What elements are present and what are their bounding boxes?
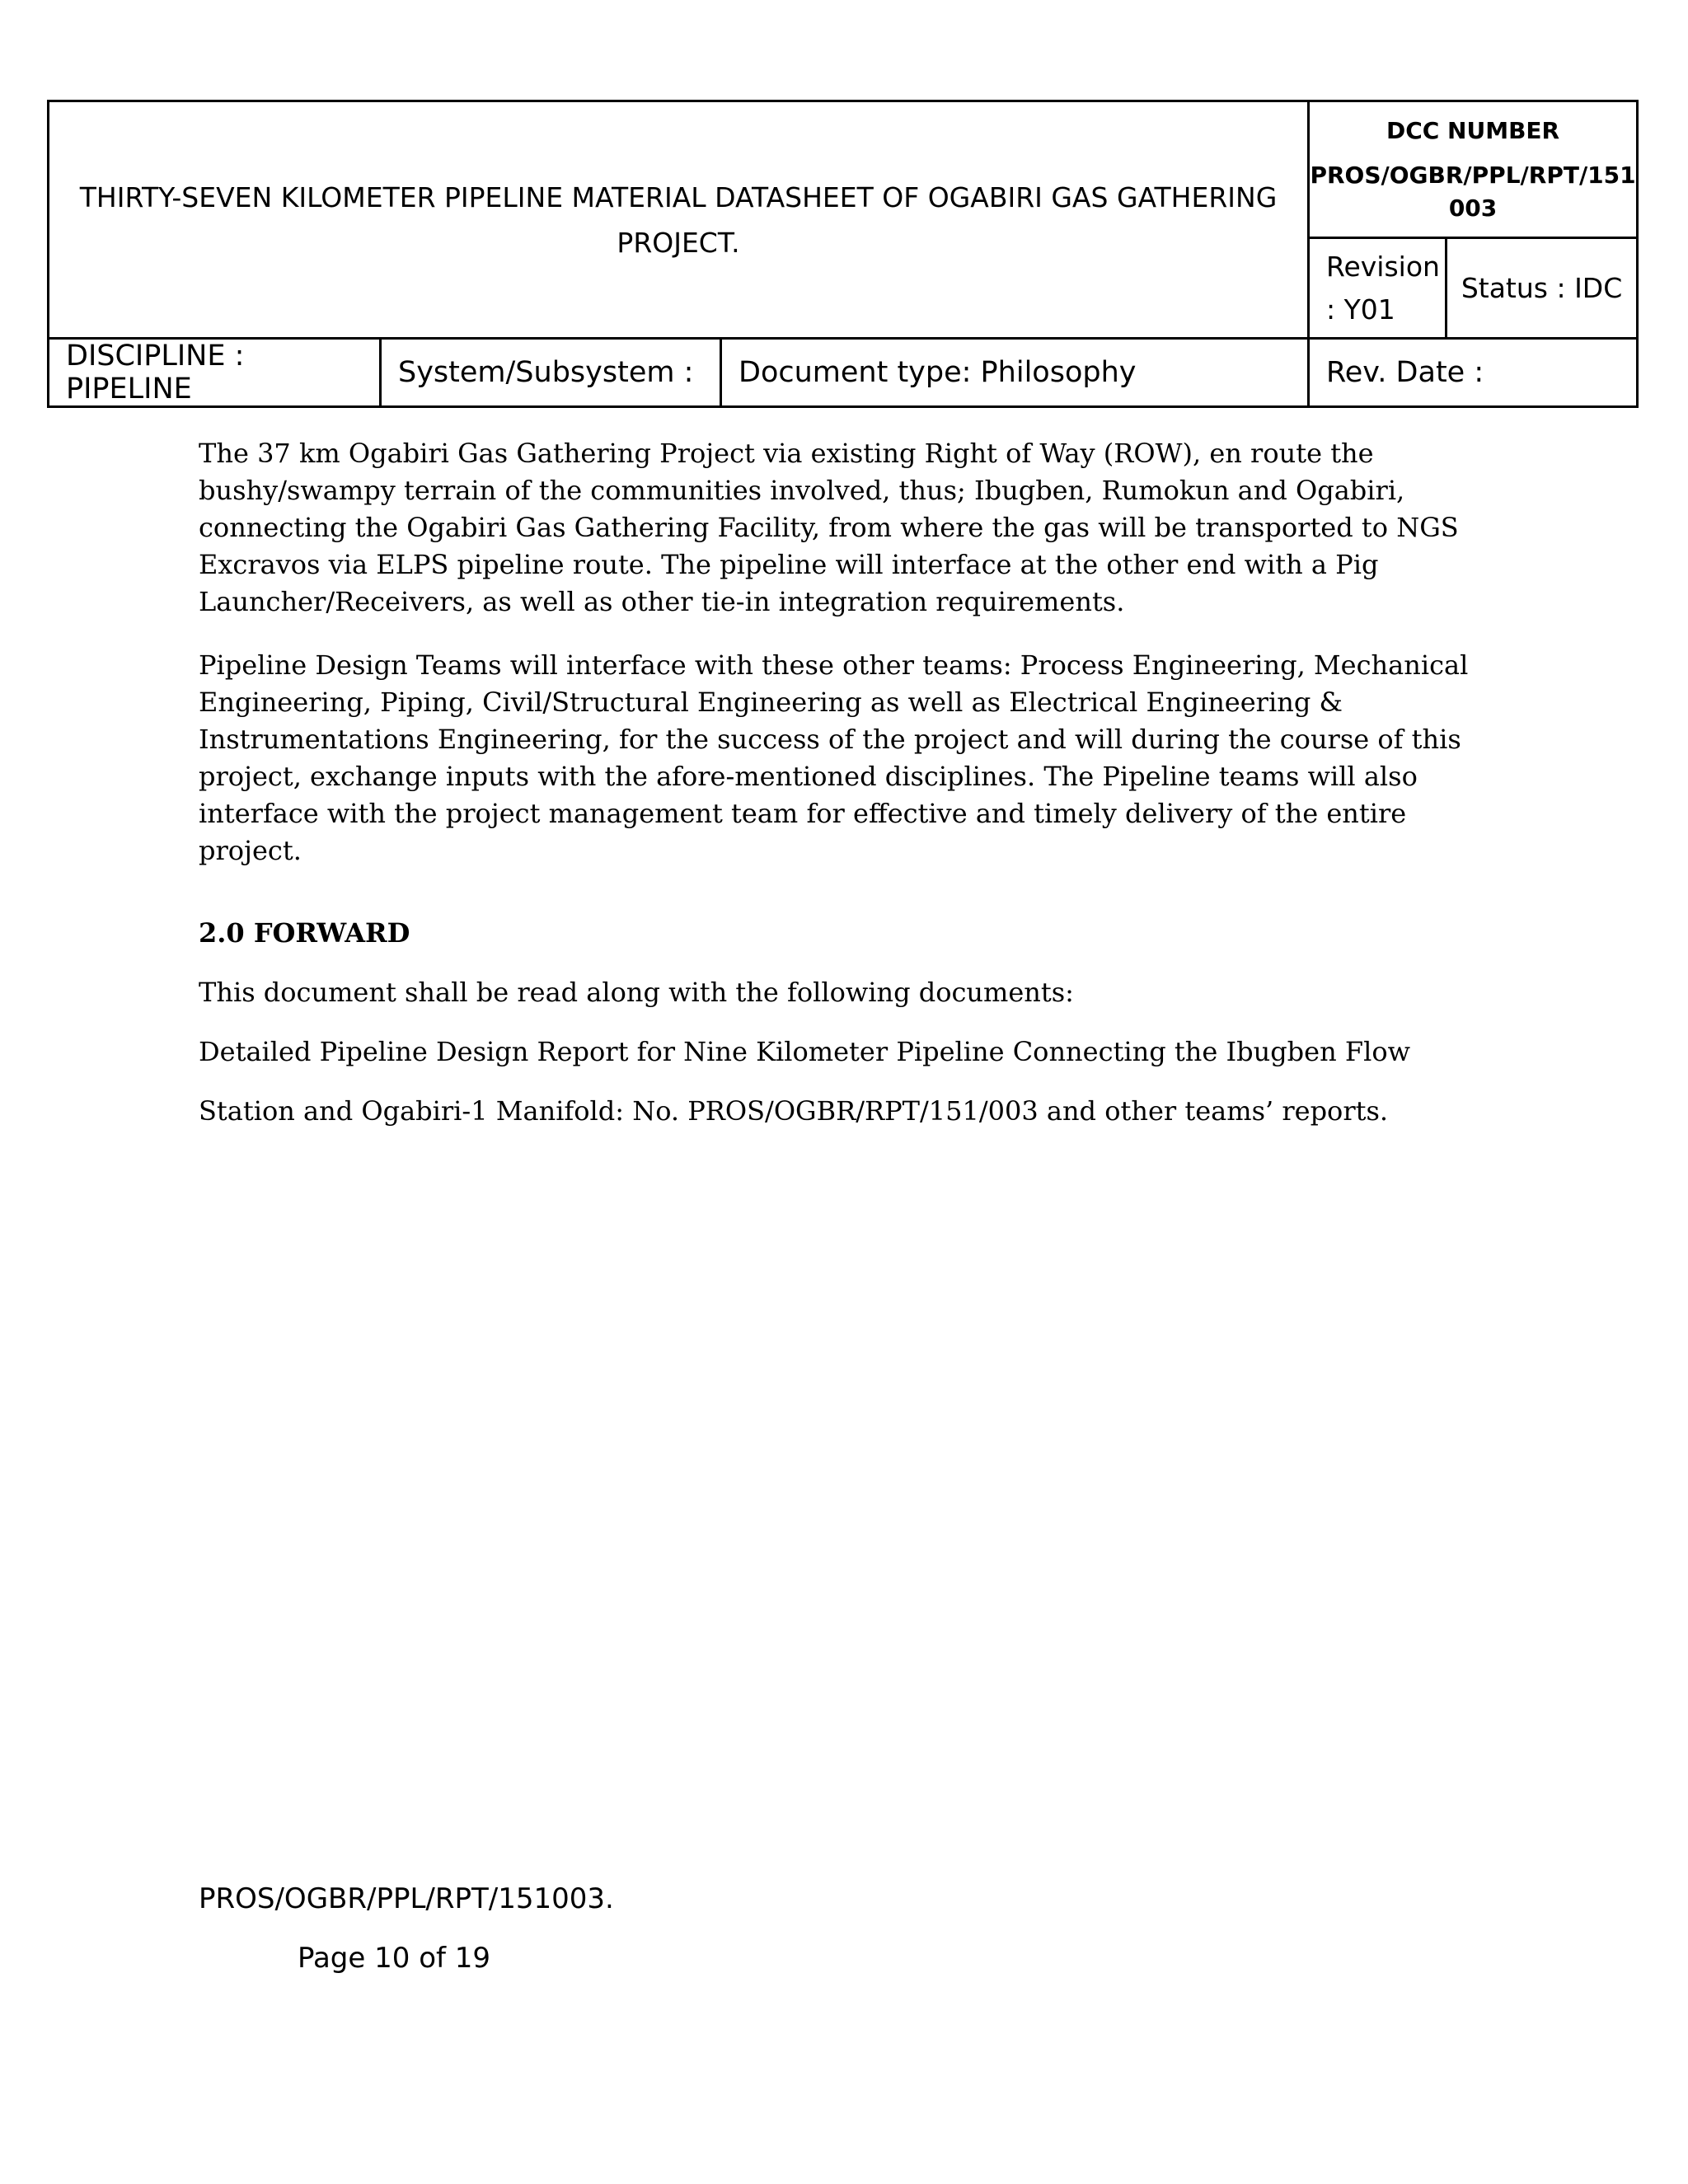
discipline-cell: DISCIPLINE : PIPELINE — [49, 339, 381, 407]
intro-paragraph: The 37 km Ogabiri Gas Gathering Project via existing Right of Way (ROW), en route the bushy/swampy terrain of the communities involved, thus; Ibugben, Rumokun and Ogabiri, connecting the Ogabiri Gas Gathering Facility, from where the gas will be transported to NGS Excravos via ELPS pipeline route. The pipeline will interface at the other end with a Pig Launcher/Receivers, as well as other tie-in integration requirements. — [199, 438, 1459, 617]
forward-intro-line: This document shall be read along with the following documents: — [199, 977, 1074, 1008]
document-header-table — [47, 100, 1639, 408]
dcc-number-line1: PROS/OGBR/PPL/RPT/151 — [1310, 161, 1636, 189]
dcc-number-cell — [1309, 101, 1638, 238]
dcc-number-label: DCC NUMBER — [1386, 116, 1560, 144]
status-cell: Status : IDC — [1447, 238, 1638, 339]
revision-label: Revision — [1326, 250, 1440, 283]
revision-value: : Y01 — [1326, 293, 1395, 326]
document-title: THIRTY-SEVEN KILOMETER PIPELINE MATERIAL DATASHEET OF OGABIRI GAS GATHERING PROJECT. — [49, 101, 1309, 339]
revision-cell — [1309, 238, 1447, 339]
section-heading: 2.0 FORWARD — [199, 917, 410, 949]
reference-doc-line2: Station and Ogabiri-1 Manifold: No. PROS/OGBR/RPT/151/003 and other teams’ reports. — [199, 1095, 1389, 1127]
system-subsystem-cell: System/Subsystem : — [381, 339, 721, 407]
document-type-cell: Document type: Philosophy — [721, 339, 1309, 407]
design-teams-paragraph: Pipeline Design Teams will interface with these other teams: Process Engineering, Mechanical Engineering, Piping, Civil/Structural Engineering as well as Electrical Engineering & Instrumentations Engineering, for the success of the project and will during the course of this project, exchange inputs with the afore-mentioned disciplines. The Pipeline teams will also interface with the project management team for effective and timely delivery of the entire project. — [199, 649, 1469, 866]
dcc-number-line2: 003 — [1448, 194, 1498, 222]
rev-date-cell: Rev. Date : — [1309, 339, 1638, 407]
reference-doc-line1: Detailed Pipeline Design Report for Nine Kilometer Pipeline Connecting the Ibugben Flow — [199, 1036, 1410, 1067]
footer-reference: PROS/OGBR/PPL/RPT/151003. — [199, 1882, 614, 1915]
page-number: Page 10 of 19 — [298, 1942, 491, 1975]
